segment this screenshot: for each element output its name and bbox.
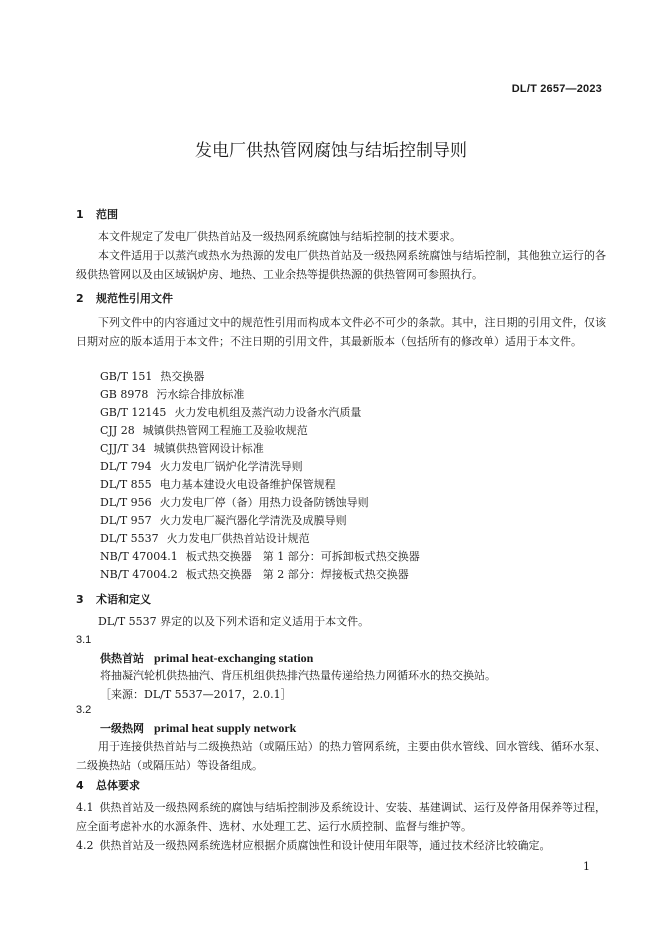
reference-code: DL/T 5537 xyxy=(100,532,159,545)
reference-code: CJJ/T 34 xyxy=(100,442,146,455)
reference-code: CJJ 28 xyxy=(100,424,135,437)
reference-code: DL/T 956 xyxy=(100,496,152,509)
reference-item xyxy=(100,548,420,566)
requirement-number: 4.1 xyxy=(76,801,94,814)
reference-item xyxy=(100,494,369,512)
document-code: DL/T 2657—2023 xyxy=(511,83,602,95)
requirement-number: 4.2 xyxy=(76,839,94,852)
reference-title: 火力发电厂供热首站设计规范 xyxy=(166,532,310,545)
reference-title: 热交换器 xyxy=(160,370,205,383)
section-title: 总体要求 xyxy=(96,779,140,792)
normative-intro-paragraph: 下列文件中的内容通过文中的规范性引用而构成本文件必不可少的条款。其中，注日期的引用文件，仅该日期对应的版本适用于本文件；不注日期的引用文件，其最新版本（包括所有的修改单）适用于本文件。 xyxy=(76,316,606,348)
reference-code: DL/T 855 xyxy=(100,478,152,491)
document-title: 发电厂供热管网腐蚀与结垢控制导则 xyxy=(195,141,467,161)
requirement-text: 供热首站及一级热网系统的腐蚀与结垢控制涉及系统设计、安装、基建调试、运行及停备用保养等过程，应全面考虑补水的水源条件、选材、水处理工艺、运行水质控制、监督与维护等。 xyxy=(76,801,606,833)
term-number: 3.1 xyxy=(76,634,92,646)
reference-title: 火力发电机组及蒸汽动力设备水汽质量 xyxy=(174,406,362,419)
term-english: primal heat supply network xyxy=(154,721,297,735)
reference-code: NB/T 47004.2 xyxy=(100,568,178,581)
page-number: 1 xyxy=(583,860,590,873)
section-title: 范围 xyxy=(96,208,118,221)
section-title: 术语和定义 xyxy=(96,593,151,606)
reference-item xyxy=(100,512,347,530)
reference-title: 电力基本建设火电设备维护保管规程 xyxy=(159,478,336,491)
reference-item xyxy=(100,422,308,440)
section-heading-scope xyxy=(76,206,118,224)
scope-paragraph-1: 本文件规定了发电厂供热首站及一级热网系统腐蚀与结垢控制的技术要求。 xyxy=(98,230,461,243)
reference-code: GB 8978 xyxy=(100,388,149,401)
section-number: 3 xyxy=(76,593,84,606)
term-chinese: 一级热网 xyxy=(100,722,144,735)
terms-intro-paragraph: DL/T 5537 界定的以及下列术语和定义适用于本文件。 xyxy=(98,615,370,628)
term-chinese: 供热首站 xyxy=(100,652,144,665)
reference-item xyxy=(100,458,303,476)
section-number: 2 xyxy=(76,292,84,305)
section-heading-general-requirements xyxy=(76,777,140,795)
section-heading-normative-references xyxy=(76,290,173,308)
term-number: 3.2 xyxy=(76,704,92,716)
reference-item xyxy=(100,368,204,386)
reference-code: DL/T 957 xyxy=(100,514,152,527)
term-definition: 用于连接供热首站与二级换热站（或隔压站）的热力管网系统，主要由供水管线、回水管线、循环水泵、二级换热站（或隔压站）等设备组成。 xyxy=(76,740,606,772)
term-english: primal heat-exchanging station xyxy=(154,651,314,665)
reference-item xyxy=(100,386,244,404)
requirement-item xyxy=(76,836,606,855)
term-definition: 将抽凝汽轮机供热抽汽、背压机组供热排汽热量传递给热力网循环水的热交换站。 xyxy=(100,669,496,682)
reference-code: GB/T 151 xyxy=(100,370,153,383)
requirement-item xyxy=(76,798,606,836)
scope-paragraph-2: 本文件适用于以蒸汽或热水为热源的发电厂供热首站及一级热网系统腐蚀与结垢控制，其他独立运行的各级供热管网以及由区域锅炉房、地热、工业余热等提供热源的供热管网可参照执行。 xyxy=(76,249,606,281)
reference-code: NB/T 47004.1 xyxy=(100,550,178,563)
reference-title: 板式热交换器 第 2 部分：焊接板式热交换器 xyxy=(185,568,409,581)
reference-title: 火力发电厂锅炉化学清洗导则 xyxy=(159,460,303,473)
reference-code: DL/T 794 xyxy=(100,460,152,473)
reference-item xyxy=(100,404,361,422)
term-heading xyxy=(100,649,313,668)
reference-item xyxy=(100,476,336,494)
reference-item xyxy=(100,566,409,584)
reference-item xyxy=(100,530,310,548)
reference-title: 城镇供热管网工程施工及验收规范 xyxy=(142,424,308,437)
reference-title: 城镇供热管网设计标准 xyxy=(153,442,264,455)
reference-code: GB/T 12145 xyxy=(100,406,167,419)
term-heading xyxy=(100,719,296,738)
requirement-text: 供热首站及一级热网系统选材应根据介质腐蚀性和设计使用年限等，通过技术经济比较确定。 xyxy=(99,839,551,852)
section-number: 4 xyxy=(76,779,84,792)
section-number: 1 xyxy=(76,208,84,221)
section-title: 规范性引用文件 xyxy=(96,292,173,305)
reference-title: 火力发电厂停（备）用热力设备防锈蚀导则 xyxy=(159,496,369,509)
reference-title: 火力发电厂凝汽器化学清洗及成膜导则 xyxy=(159,514,347,527)
reference-title: 污水综合排放标准 xyxy=(156,388,245,401)
reference-title: 板式热交换器 第 1 部分：可拆卸板式热交换器 xyxy=(185,550,420,563)
section-heading-terms xyxy=(76,591,151,609)
reference-item xyxy=(100,440,264,458)
term-source: ［来源：DL/T 5537—2017，2.0.1］ xyxy=(100,688,292,701)
